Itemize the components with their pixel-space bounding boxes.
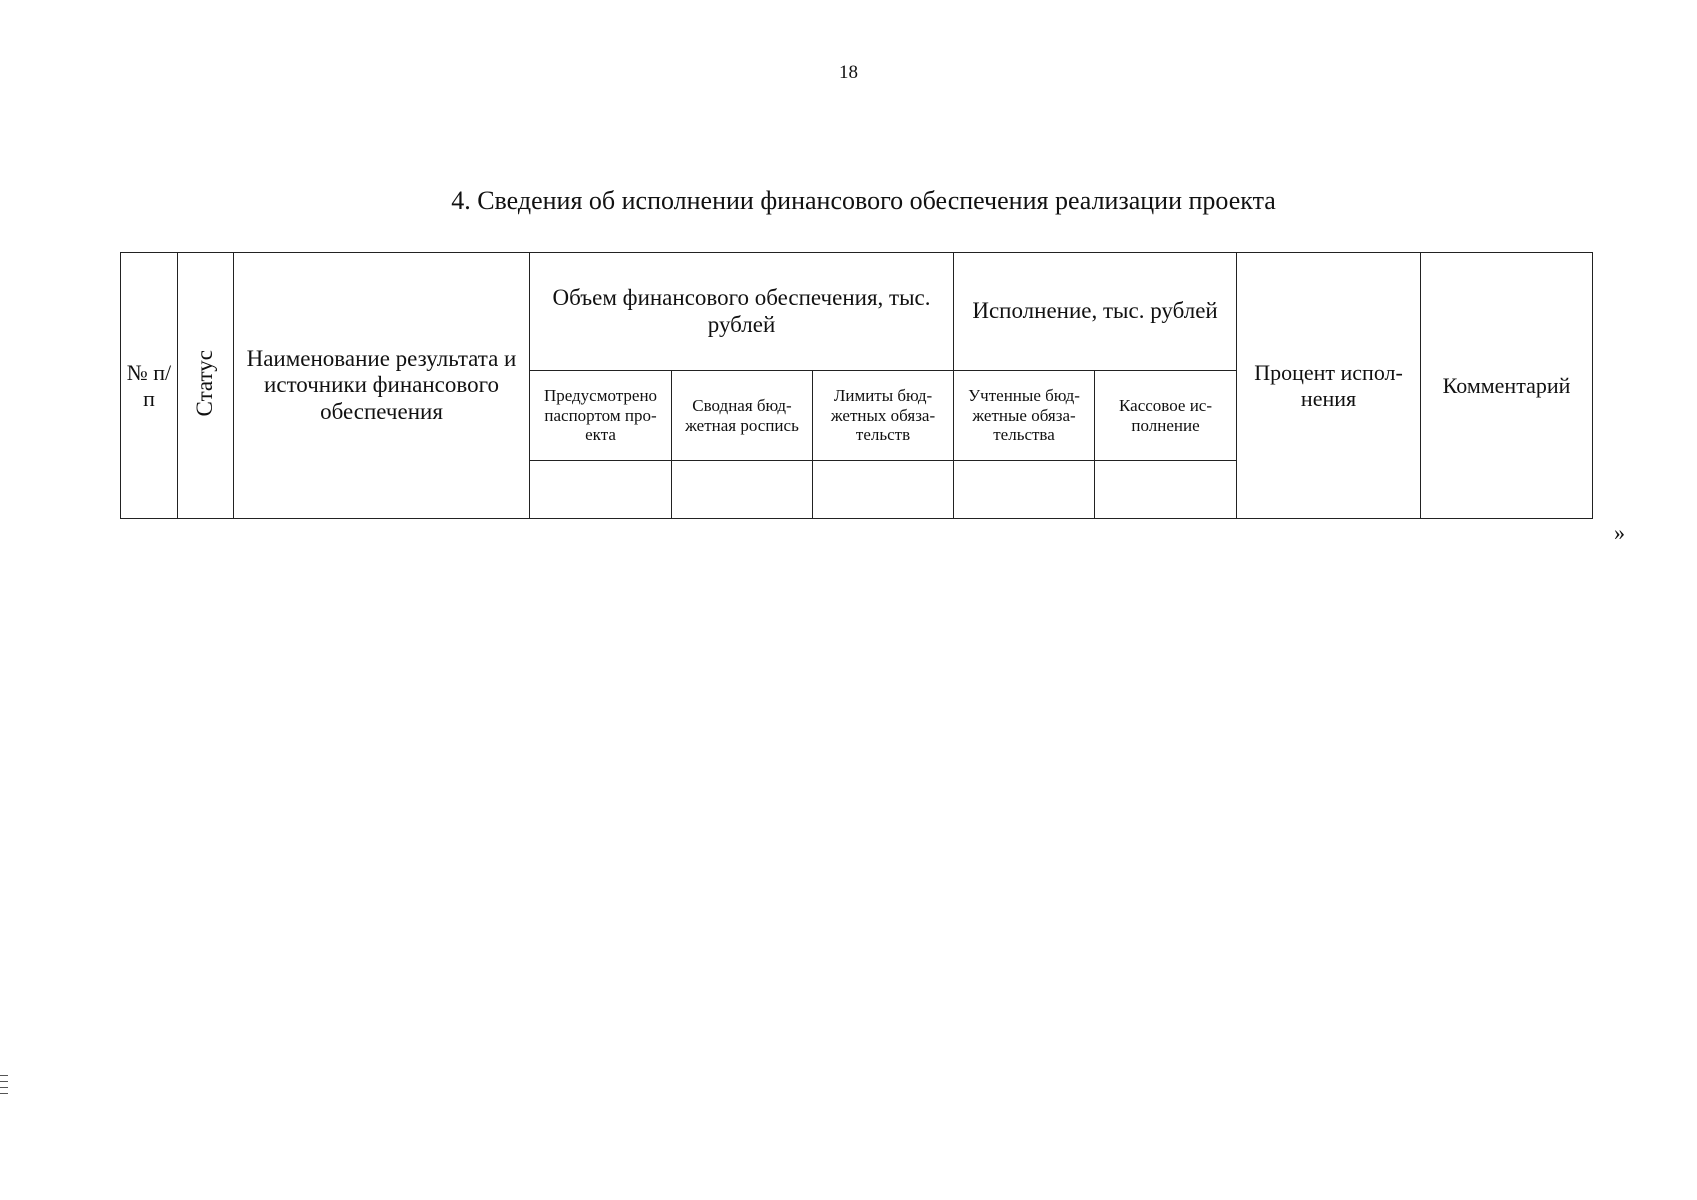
empty-cell xyxy=(954,461,1095,519)
subheader-budget-list: Сводная бюд-жетная роспись xyxy=(672,371,813,461)
empty-cell xyxy=(672,461,813,519)
header-volume-group: Объем финансового обеспечения, тыс. рублей xyxy=(530,253,954,371)
header-execution-group: Исполнение, тыс. рублей xyxy=(954,253,1237,371)
header-percent: Процент испол-нения xyxy=(1237,253,1421,519)
empty-cell xyxy=(813,461,954,519)
empty-cell xyxy=(1095,461,1237,519)
header-no: № п/п xyxy=(121,253,178,519)
margin-marks xyxy=(0,1075,8,1099)
header-name: Наименование результата и источники финансового обеспечения xyxy=(234,253,530,519)
empty-cell xyxy=(530,461,672,519)
financial-execution-table xyxy=(120,252,1593,519)
page-number: 18 xyxy=(839,62,858,83)
continuation-mark: » xyxy=(1614,520,1625,545)
subheader-passport: Предусмотрено паспортом про-екта xyxy=(530,371,672,461)
header-status: Статус xyxy=(178,253,234,519)
subheader-limits: Лимиты бюд-жетных обяза-тельств xyxy=(813,371,954,461)
section-title: 4. Сведения об исполнении финансового обеспечения реализации проекта xyxy=(451,186,1276,215)
subheader-accounted: Учтенные бюд-жетные обяза-тельства xyxy=(954,371,1095,461)
subheader-cash: Кассовое ис-полнение xyxy=(1095,371,1237,461)
header-comment: Комментарий xyxy=(1421,253,1593,519)
